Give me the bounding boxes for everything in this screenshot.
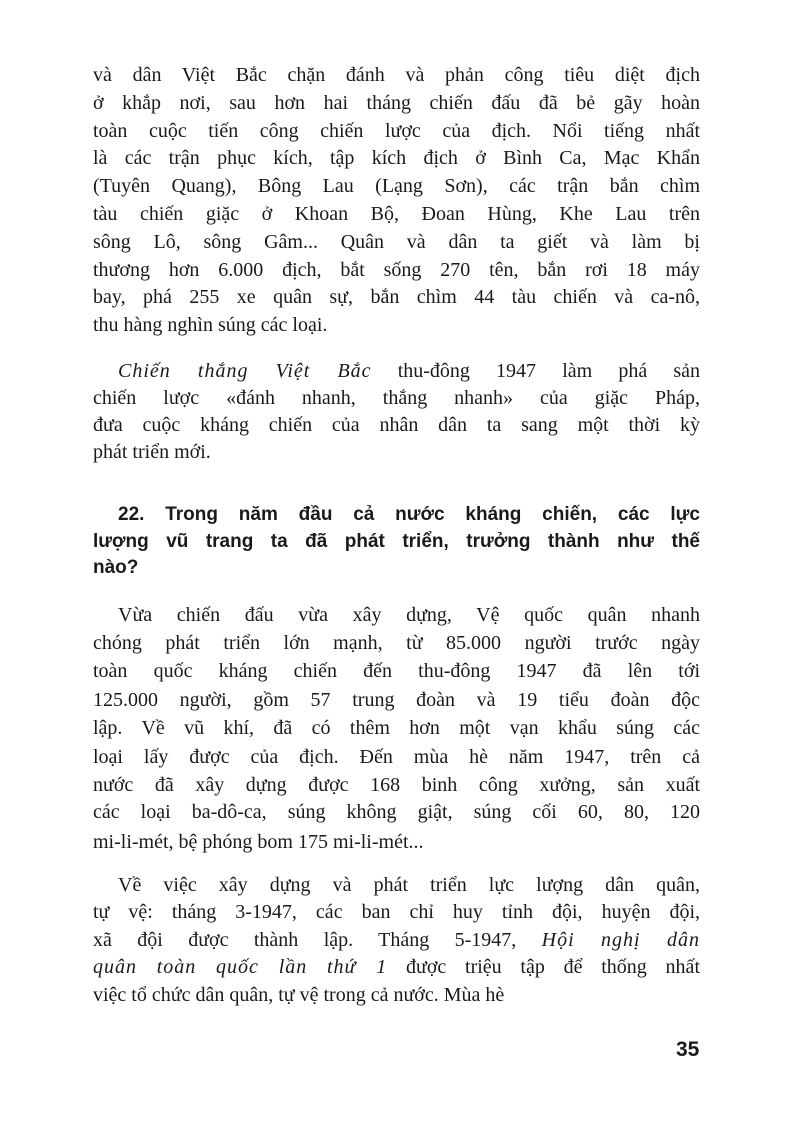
text: nào? xyxy=(93,557,139,578)
text-line xyxy=(93,954,700,980)
text-line xyxy=(93,687,700,713)
text-line xyxy=(93,62,700,88)
text-line xyxy=(93,439,700,465)
text: lượng vũ trang ta đã phát triển, trưởng thành như thế xyxy=(93,531,700,552)
text: bay, phá 255 xe quân sự, bắn chìm 44 tàu chiến và ca-nô, xyxy=(93,286,700,308)
text-line xyxy=(118,358,700,384)
text-line xyxy=(118,602,700,628)
text: 125.000 người, gồm 57 trung đoàn và 19 tiểu đoàn độc xyxy=(93,689,700,711)
text: 22. Trong năm đầu cả nước kháng chiến, các lực xyxy=(118,504,700,525)
text: thu hàng nghìn súng các loại. xyxy=(93,314,328,336)
text-line xyxy=(93,555,700,581)
text-line xyxy=(93,658,700,684)
text: Về việc xây dựng và phát triển lực lượng dân quân, xyxy=(118,874,700,896)
text: toàn cuộc tiến công chiến lược của địch. Nổi tiếng nhất xyxy=(93,120,700,142)
text-line xyxy=(118,872,700,898)
text-line xyxy=(93,927,700,953)
text: là các trận phục kích, tập kích địch ở Bình Ca, Mạc Khẩn xyxy=(93,147,700,169)
page-number: 35 xyxy=(676,1038,700,1061)
text: đưa cuộc kháng chiến của nhân dân ta sang một thời kỳ xyxy=(93,414,700,436)
text-line xyxy=(93,257,700,283)
text: chóng phát triển lớn mạnh, từ 85.000 người trước ngày xyxy=(93,632,700,654)
text-line xyxy=(93,529,700,555)
text: lập. Về vũ khí, đã có thêm hơn một vạn khẩu súng các xyxy=(93,717,700,739)
text: loại lấy được của địch. Đến mùa hè năm 1947, trên cả xyxy=(93,746,700,768)
text-line xyxy=(93,715,700,741)
text: thu-đông 1947 làm phá sản xyxy=(371,360,700,382)
text-line xyxy=(93,118,700,144)
text-line xyxy=(93,229,700,255)
text-line xyxy=(93,829,700,855)
text-line xyxy=(118,502,700,528)
text-line xyxy=(93,385,700,411)
text: các loại ba-dô-ca, súng không giật, súng cối 60, 80, 120 xyxy=(93,801,700,823)
text-line xyxy=(93,201,700,227)
italic-text: Chiến thắng Việt Bắc xyxy=(118,360,372,382)
text: tàu chiến giặc ở Khoan Bộ, Đoan Hùng, Khe Lau trên xyxy=(93,203,700,225)
text-line xyxy=(93,772,700,798)
text: tự vệ: tháng 3-1947, các ban chỉ huy tỉnh đội, huyện đội, xyxy=(93,901,700,923)
text-line xyxy=(93,799,700,825)
text: được triệu tập để thống nhất xyxy=(387,956,700,978)
text: và dân Việt Bắc chặn đánh và phản công tiêu diệt địch xyxy=(93,64,700,86)
text-line xyxy=(93,284,700,310)
text-line xyxy=(93,173,700,199)
text: việc tổ chức dân quân, tự vệ trong cả nước. Mùa hè xyxy=(93,984,505,1006)
text: thương hơn 6.000 địch, bắt sống 270 tên, bắn rơi 18 máy xyxy=(93,259,700,281)
text: Vừa chiến đấu vừa xây dựng, Vệ quốc quân nhanh xyxy=(118,604,700,626)
italic-text: Hội nghị dân xyxy=(541,929,700,951)
text-line xyxy=(93,312,700,338)
text: ở khắp nơi, sau hơn hai tháng chiến đấu đã bẻ gãy hoàn xyxy=(93,92,700,114)
text: mi-li-mét, bệ phóng bom 175 mi-li-mét... xyxy=(93,831,424,853)
italic-text: quân toàn quốc lần thứ 1 xyxy=(93,956,388,978)
text-line xyxy=(93,982,700,1008)
text: (Tuyên Quang), Bông Lau (Lạng Sơn), các trận bắn chìm xyxy=(93,175,700,197)
text-line xyxy=(93,630,700,656)
text: sông Lô, sông Gâm... Quân và dân ta giết và làm bị xyxy=(93,231,700,253)
text: nước đã xây dựng được 168 binh công xưởng, sản xuất xyxy=(93,774,700,796)
text-line xyxy=(93,145,700,171)
text-line xyxy=(93,899,700,925)
text-line xyxy=(93,744,700,770)
text-line xyxy=(93,412,700,438)
text: toàn quốc kháng chiến đến thu-đông 1947 đã lên tới xyxy=(93,660,700,682)
text: chiến lược «đánh nhanh, thắng nhanh» của giặc Pháp, xyxy=(93,387,700,409)
text: xã đội được thành lập. Tháng 5-1947, xyxy=(93,929,542,951)
text-line xyxy=(93,90,700,116)
text: phát triển mới. xyxy=(93,441,211,463)
